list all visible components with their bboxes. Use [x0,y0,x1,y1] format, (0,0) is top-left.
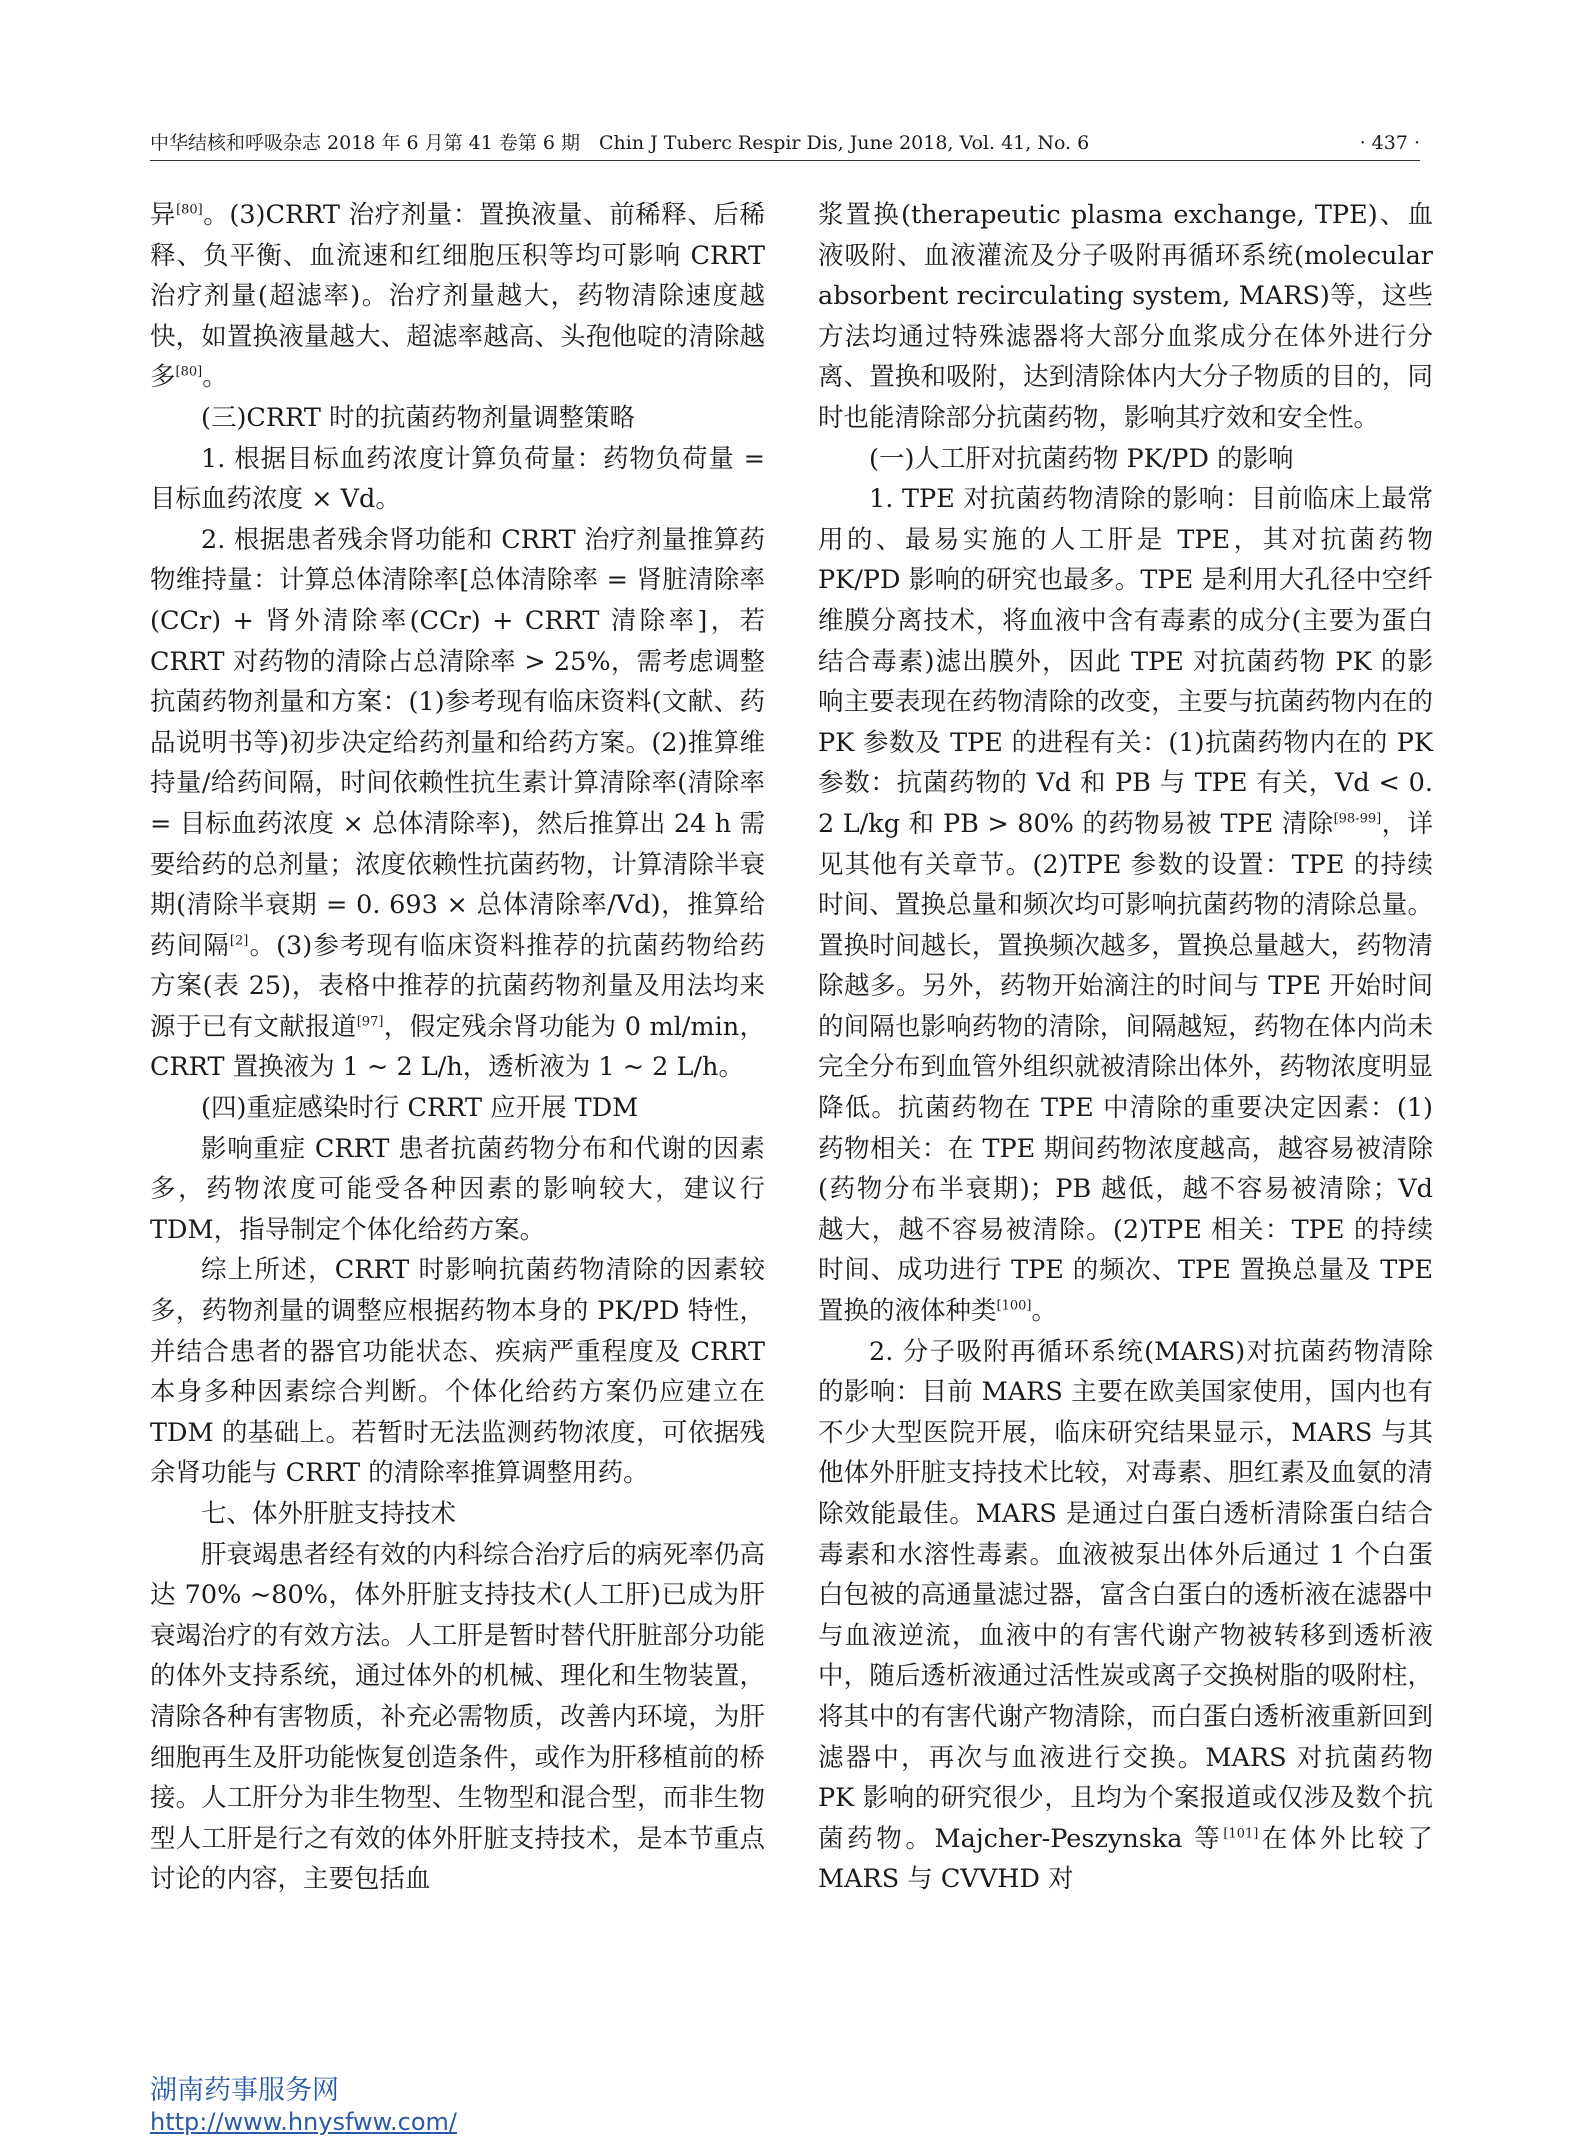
watermark-footer [150,2075,457,2137]
section-heading: 七、体外肝脏支持技术 [201,1499,457,1529]
site-url-link[interactable]: http://www.hnysfww.com/ [150,2108,458,2136]
citation-ref: [97] [356,1014,384,1030]
section-heading: (一)人工肝对抗菌药物 PK/PD 的影响 [869,443,1294,474]
paragraph: 1. 根据目标血药浓度计算负荷量：药物负荷量 = 目标血药浓度 × Vd。 [150,443,765,515]
citation-ref: [101] [1223,1826,1259,1842]
running-header [150,130,1420,161]
paragraph: 1. TPE 对抗菌药物清除的影响：目前临床上最常用的、最易实施的人工肝是 TPE，其对抗菌药物 PK/PD 影响的研究也最多。TPE 是利用大孔径中空纤维膜分离技术，将血液中含有毒素的成分(主要为蛋白结合毒素)滤出膜外，因此 TPE 对抗菌药物 PK 的影响主要表现在药物清除的改变，主要与抗菌药物内在的 PK 参数及 TPE 的进程有关：(1)抗菌药物内在的 PK 参数：抗菌药物的 Vd 和 PB 与 TPE 有关，Vd < 0. 2 L/kg 和 PB > 80% 的药物易被 TPE 清除[98-99]，详见其他有关章节。(2)TPE 参数的设置：TPE 的持续时间、置换总量和频次均可影响抗菌药物的清除总量。置换时间越长，置换频次越多，置换总量越大，药物清除越多。另外，药物开始滴注的时间与 TPE 开始时间的间隔也影响药物的清除，间隔越短，药物在体内尚未完全分布到血管外组织就被清除出体外，药物浓度明显降低。抗菌药物在 TPE 中清除的重要决定因素：(1)药物相关：在 TPE 期间药物浓度越高，越容易被清除(药物分布半衰期)；PB 越低，越不容易被清除；Vd 越大，越不容易被清除。(2)TPE 相关：TPE 的持续时间、成功进行 TPE 的频次、TPE 置换总量及 TPE 置换的液体种类[100]。 [818,484,1433,1327]
section-heading: (三)CRRT 时的抗菌药物剂量调整策略 [201,402,635,433]
journal-citation: 中华结核和呼吸杂志 2018 年 6 月第 41 卷第 6 期 Chin J Tuberc Respir Dis, June 2018, Vol. 41, No. 6 [150,132,1090,154]
left-column [150,195,765,1900]
citation-ref: [80] [175,364,203,380]
citation-ref: [2] [229,933,249,949]
site-name: 湖南药事服务网 [150,2075,339,2106]
citation-ref: [100] [996,1298,1032,1314]
citation-ref: [80] [176,202,203,218]
paragraph: 2. 根据患者残余肾功能和 CRRT 治疗剂量推算药物维持量：计算总体清除率[总体清除率 = 肾脏清除率(CCr) + 肾外清除率(CCr) + CRRT 清除率]，若 CRRT 对药物的清除占总清除率 > 25%，需考虑调整抗菌药物剂量和方案：(1)参考现有临床资料(文献、药品说明书等)初步决定给药剂量和给药方案。(2)推算维持量/给药间隔，时间依赖性抗生素计算清除率(清除率 = 目标血药浓度 × 总体清除率)，然后推算出 24 h 需要给药的总剂量；浓度依赖性抗菌药物，计算清除半衰期(清除半衰期 = 0. 693 × 总体清除率/Vd)，推算给药间隔[2]。(3)参考现有临床资料推荐的抗菌药物给药方案(表 25)，表格中推荐的抗菌药物剂量及用法均来源于已有文献报道[97]，假定残余肾功能为 0 ml/min，CRRT 置换液为 1 ~ 2 L/h，透析液为 1 ~ 2 L/h。 [150,524,765,1083]
paragraph: 浆置换(therapeutic plasma exchange, TPE)、血液吸附、血液灌流及分子吸附再循环系统(molecular absorbent recirculating system, MARS)等，这些方法均通过特殊滤器将大部分血浆成分在体外进行分离、置换和吸附，达到清除体内大分子物质的目的，同时也能清除部分抗菌药物，影响其疗效和安全性。 [818,200,1433,433]
section-heading: (四)重症感染时行 CRRT 应开展 TDM [201,1093,639,1124]
right-column [818,195,1433,1900]
paragraph: 2. 分子吸附再循环系统(MARS)对抗菌药物清除的影响：目前 MARS 主要在欧美国家使用，国内也有不少大型医院开展，临床研究结果显示，MARS 与其他体外肝脏支持技术比较，对毒素、胆红素及血氨的清除效能最佳。MARS 是通过白蛋白透析清除蛋白结合毒素和水溶性毒素。血液被泵出体外后通过 1 个白蛋白包被的高通量滤过器，富含白蛋白的透析液在滤器中与血液逆流，血液中的有害代谢产物被转移到透析液中，随后透析液通过活性炭或离子交换树脂的吸附柱，将其中的有害代谢产物清除，而白蛋白透析液重新回到滤器中，再次与血液进行交换。MARS 对抗菌药物 PK 影响的研究很少，且均为个案报道或仅涉及数个抗菌药物。Majcher-Peszynska 等[101]在体外比较了 MARS 与 CVVHD 对 [818,1336,1433,1895]
paragraph: 肝衰竭患者经有效的内科综合治疗后的病死率仍高达 70% ~80%，体外肝脏支持技术(人工肝)已成为肝衰竭治疗的有效方法。人工肝是暂时替代肝脏部分功能的体外支持系统，通过体外的机械、理化和生物装置，清除各种有害物质，补充必需物质，改善内环境，为肝细胞再生及肝功能恢复创造条件，或作为肝移植前的桥接。人工肝分为非生物型、生物型和混合型，而非生物型人工肝是行之有效的体外肝脏支持技术，是本节重点讨论的内容，主要包括血 [150,1539,765,1895]
page-number: · 437 · [1359,132,1420,154]
paragraph: 影响重症 CRRT 患者抗菌药物分布和代谢的因素多，药物浓度可能受各种因素的影响较大，建议行 TDM，指导制定个体化给药方案。 [150,1133,765,1245]
paragraph: 异[80]。(3)CRRT 治疗剂量：置换液量、前稀释、后稀释、负平衡、血流速和红细胞压积等均可影响 CRRT 治疗剂量(超滤率)。治疗剂量越大，药物清除速度越快，如置换液量越大、超滤率越高、头孢他啶的清除越多[80]。 [150,200,765,393]
citation-ref: [98-99] [1333,811,1382,827]
paragraph: 综上所述，CRRT 时影响抗菌药物清除的因素较多，药物剂量的调整应根据药物本身的 PK/PD 特性，并结合患者的器官功能状态、疾病严重程度及 CRRT 本身多种因素综合判断。个体化给药方案仍应建立在 TDM 的基础上。若暂时无法监测药物浓度，可依据残余肾功能与 CRRT 的清除率推算调整用药。 [150,1255,765,1489]
